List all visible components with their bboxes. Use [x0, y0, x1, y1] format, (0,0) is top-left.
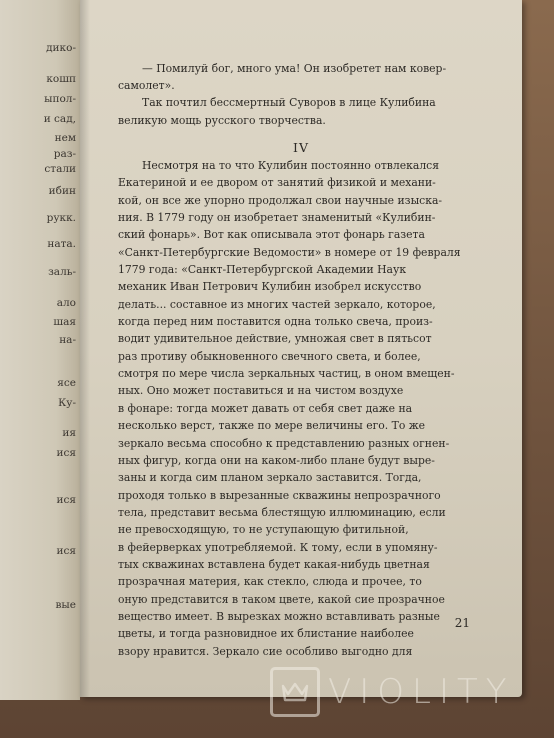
- text-line: ных. Оно может поставиться и на чистом воздухе: [118, 384, 404, 398]
- text-line: оную представится в таком цвете, какой сие прозрачное: [118, 592, 445, 606]
- text-line: в фонаре: тогда может давать от себя свет даже на: [118, 401, 413, 415]
- text-line: ния. В 1779 году он изобретает знаменитый «Кулибин-: [118, 211, 436, 225]
- text-line: кой, он все же упорно продолжал свои научные изыска-: [118, 193, 443, 207]
- chapter-heading: IV: [293, 140, 309, 155]
- text-line: ский фонарь». Вот как описывала этот фонарь газета: [118, 228, 425, 242]
- left-fragment: ия: [62, 427, 76, 439]
- left-fragment: кошп: [46, 73, 76, 85]
- text-line: 1779 года: «Санкт-Петербургской Академии Наук: [118, 263, 407, 277]
- opening-paragraph: [118, 60, 480, 129]
- text-line: проходя только в вырезанные скважины непрозрачного: [118, 488, 441, 502]
- text-line: Екатериной и ее двором от занятий физикой и механи-: [118, 176, 436, 190]
- left-fragment: ало: [56, 297, 76, 309]
- text-line: взору нравится. Зеркало сие особливо выгодно для: [118, 644, 413, 658]
- text-line: водит удивительное действие, умножая свет в пятьсот: [118, 332, 432, 346]
- text-line: — Помилуй бог, много ума! Он изобретет нам ковер-: [142, 62, 447, 75]
- chapter-body: [118, 157, 480, 660]
- left-fragment: ися: [56, 545, 76, 557]
- left-fragment: заль-: [48, 266, 76, 278]
- left-fragment: дико-: [46, 42, 76, 54]
- left-fragment: ната.: [47, 238, 76, 250]
- page-number: 21: [454, 616, 470, 630]
- text-line: великую мощь русского творчества.: [118, 113, 326, 127]
- text-line: вещество имеет. В вырезках можно вставливать разные: [118, 609, 440, 623]
- text-line: ных фигур, когда они на каком-либо плане будут выре-: [118, 453, 435, 467]
- left-fragment: вые: [55, 599, 76, 611]
- crown-logo-icon: [270, 667, 320, 717]
- left-fragment: и сад,: [43, 113, 76, 125]
- left-fragment: ыпол-: [44, 93, 76, 105]
- text-line: тых скважинах вставлена будет какая-нибудь цветная: [118, 557, 430, 571]
- gutter-shadow: [80, 0, 90, 697]
- text-line: Несмотря на то что Кулибин постоянно отвлекался: [142, 159, 440, 172]
- text-line: несколько верст, также по мере величины его. То же: [118, 419, 426, 433]
- watermark-text: VIOLITY: [328, 672, 515, 712]
- left-fragment: ясе: [57, 377, 76, 389]
- text-line: Так почтил бессмертный Суворов в лице Кулибина: [142, 96, 436, 110]
- left-fragment: нем: [54, 132, 76, 144]
- left-fragment: Ку-: [58, 397, 76, 409]
- text-line: тела, представит весьма блестящую иллюминацию, если: [118, 505, 446, 519]
- text-line: в фейерверках употребляемой. К тому, если в упомяну-: [118, 540, 438, 554]
- text-line: цветы, и тогда разновидное их блистание наиболее: [118, 627, 414, 641]
- text-line: самолет».: [118, 79, 175, 93]
- text-line: прозрачная материя, как стекло, слюда и прочее, то: [118, 575, 422, 589]
- watermark: [270, 666, 542, 718]
- left-fragment: ися: [56, 494, 76, 506]
- book-page: [80, 0, 522, 697]
- left-fragment: на-: [59, 334, 76, 346]
- text-line: не превосходящую, то не уступающую фитильной,: [118, 523, 409, 537]
- left-fragment: стали: [44, 163, 76, 175]
- left-fragment: шая: [53, 316, 76, 328]
- text-line: смотря по мере числа зеркальных частиц, в оном вмещен-: [118, 367, 455, 381]
- text-line: когда перед ним поставится одна только свеча, произ-: [118, 315, 433, 329]
- text-line: делать... составное из многих частей зеркало, которое,: [118, 297, 436, 311]
- text-line: заны и когда сим планом зеркало заставится. Тогда,: [118, 471, 422, 485]
- text-line: «Санкт-Петербургские Ведомости» в номере от 19 февраля: [118, 245, 461, 259]
- text-line: зеркало весьма способно к представлению разных огнен-: [118, 436, 450, 450]
- left-fragment: рукк.: [46, 212, 76, 224]
- text-line: раз противу обыкновенного свечного света, и более,: [118, 349, 421, 363]
- left-page: [0, 0, 80, 700]
- left-fragment: ибин: [48, 185, 76, 197]
- text-line: механик Иван Петрович Кулибин изобрел искусство: [118, 280, 422, 294]
- left-fragment: ися: [56, 447, 76, 459]
- left-fragment: раз-: [53, 148, 76, 160]
